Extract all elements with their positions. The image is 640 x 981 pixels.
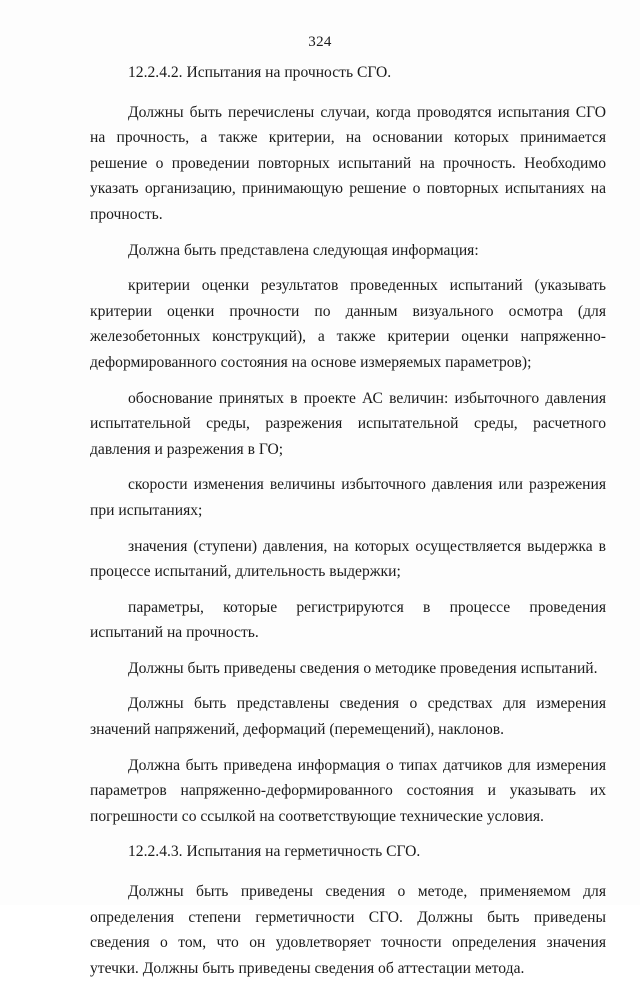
list-item-justification: обоснование принятых в проекте АС величин: избыточного давления испытательной среды, разрежения испытательной среды, расчетного давления и разрежения в ГО; <box>90 389 606 458</box>
document-body <box>90 60 606 981</box>
paragraph-strength-tests-intro: Должны быть перечислены случаи, когда проводятся испытания СГО на прочность, а также критерии, на основании которых принимается решение о проведении повторных испытаний на прочность. Необходимо указать организацию, принимающую решение о повторных испытаниях на прочность. <box>90 103 606 223</box>
section-heading-12-2-4-3: 12.2.4.3. Испытания на герметичность СГО. <box>128 843 421 861</box>
paragraph-test-methodology: Должны быть приведены сведения о методике проведения испытаний. <box>128 659 598 677</box>
list-item-pressure-steps: значения (ступени) давления, на которых осуществляется выдержка в процессе испытаний, длительность выдержки; <box>90 537 606 581</box>
section-heading-12-2-4-2: 12.2.4.2. Испытания на прочность СГО. <box>128 64 392 81</box>
list-item-evaluation-criteria: критерии оценки результатов проведенных испытаний (указывать критерии оценки прочности по данным визуального осмотра (для железобетонных конструкций), а также критерии оценки напряженно-деформированного состояния на основе измеряемых параметров); <box>90 277 606 371</box>
page-number: 324 <box>308 34 332 50</box>
paragraph-measurement-means: Должны быть представлены сведения о средствах для измерения значений напряжений, деформаций (перемещений), наклонов. <box>90 695 606 739</box>
paragraph-sensor-types: Должна быть приведена информация о типах датчиков для измерения параметров напряженно-деформированного состояния и указывать их погрешности со ссылкой на соответствующие технические условия. <box>90 756 606 825</box>
list-item-pressure-rate: скорости изменения величины избыточного давления или разрежения при испытаниях; <box>90 476 606 519</box>
paragraph-tightness-method: Должны быть приведены сведения о методе, применяемом для определения степени герметичности СГО. Должны быть приведены сведения о том, что он удовлетворяет точности определения значения утечки. Должны быть приведены сведения об аттестации метода. <box>90 883 606 977</box>
list-item-registered-parameters: параметры, которые регистрируются в процессе проведения испытаний на прочность. <box>90 598 606 642</box>
paragraph-required-info: Должна быть представлена следующая информация: <box>128 241 479 259</box>
